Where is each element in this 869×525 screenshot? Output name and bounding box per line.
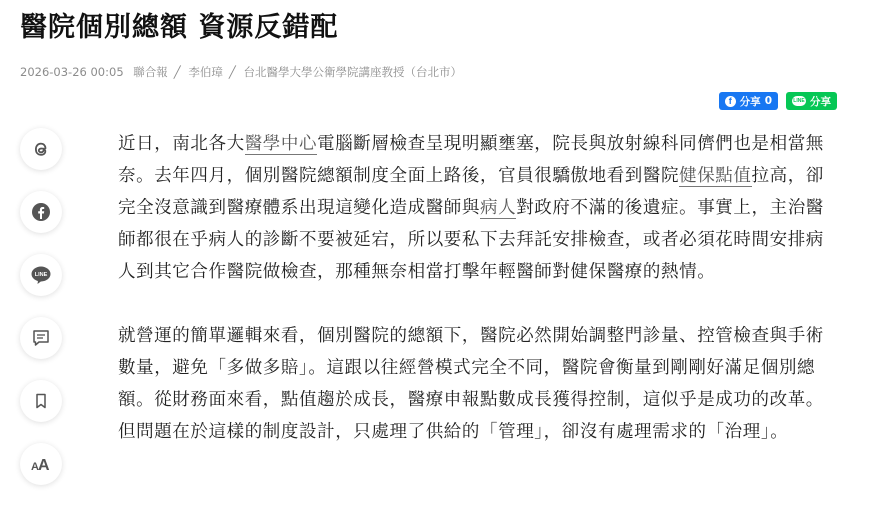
publish-datetime: 2026-03-26 00:05 <box>20 65 124 79</box>
svg-text:A: A <box>31 461 39 473</box>
svg-text:A: A <box>38 457 50 473</box>
facebook-share-count: 0 <box>764 95 772 107</box>
text-segment: 拉高，卻完全沒意識到醫療體系出現這變化造成醫師與 <box>118 166 824 218</box>
comment-icon <box>32 329 50 347</box>
facebook-share-top-button[interactable] <box>719 92 778 110</box>
threads-share-button[interactable] <box>20 128 62 170</box>
line-icon <box>30 265 52 285</box>
meta-separator: ╱ <box>228 65 236 79</box>
text-segment: 對政府不滿的後遺症。事實上，主治醫師都很在乎病人的診斷不要被延宕，所以要私下去拜託安排檢查，或者必須花時間安排病人到其它合作醫院做檢查，那種無奈相當打擊年輕醫師對健保醫療的熱情。 <box>118 198 824 282</box>
source-name[interactable]: 聯合報 <box>133 65 168 79</box>
social-sidebar <box>20 128 64 506</box>
article-title: 醫院個別總額 資源反錯配 <box>20 12 339 43</box>
facebook-icon: f <box>725 96 736 107</box>
paragraph <box>118 128 838 288</box>
author-name[interactable]: 李伯璋 <box>188 65 223 79</box>
facebook-share-label: 分享 <box>739 95 761 108</box>
article-meta <box>20 64 468 80</box>
facebook-share-button[interactable] <box>20 191 62 233</box>
meta-separator: ╱ <box>173 65 181 79</box>
text-segment: 就營運的簡單邏輯來看，個別醫院的總額下，醫院必然開始調整門診量、控管檢查與手術數量，避免「多做多賠」。這跟以往經營模式完全不同，醫院會衡量到剛剛好滿足個別總額。從財務面來看，點值趨於成長，醫療申報點數成長獲得控制，這似乎是成功的改革。但問題在於這樣的制度設計，只處理了供給的「管理」，卻沒有處理需求的「治理」。 <box>118 326 824 442</box>
author-title: 台北醫學大學公衛學院講座教授（台北市） <box>243 65 462 79</box>
threads-icon <box>31 139 51 159</box>
share-buttons <box>719 92 837 110</box>
font-size-button[interactable] <box>20 443 62 485</box>
keyword-link-patient[interactable]: 病人 <box>480 198 517 218</box>
text-segment: 電腦斷層檢查呈現明顯壅塞，院長與放射線科同儕們也是相當無奈。去年四月，個別醫院總額制度全面上路後，官員很驕傲地看到醫院 <box>118 134 824 186</box>
keyword-link-nhi-point-value[interactable]: 健保點值 <box>679 166 752 186</box>
article-body <box>118 128 838 448</box>
line-share-button[interactable] <box>20 254 62 296</box>
text-segment: 近日，南北各大 <box>118 134 245 154</box>
line-share-label: 分享 <box>810 95 831 108</box>
font-size-icon <box>30 455 52 473</box>
line-icon: LINE <box>793 98 805 104</box>
line-share-top-button[interactable] <box>786 92 837 110</box>
bookmark-button[interactable] <box>20 380 62 422</box>
comment-button[interactable] <box>20 317 62 359</box>
facebook-icon <box>31 202 51 222</box>
bookmark-icon <box>34 393 48 409</box>
keyword-link-medical-center[interactable]: 醫學中心 <box>244 134 318 154</box>
svg-text:LINE: LINE <box>34 272 48 279</box>
paragraph <box>118 320 838 448</box>
